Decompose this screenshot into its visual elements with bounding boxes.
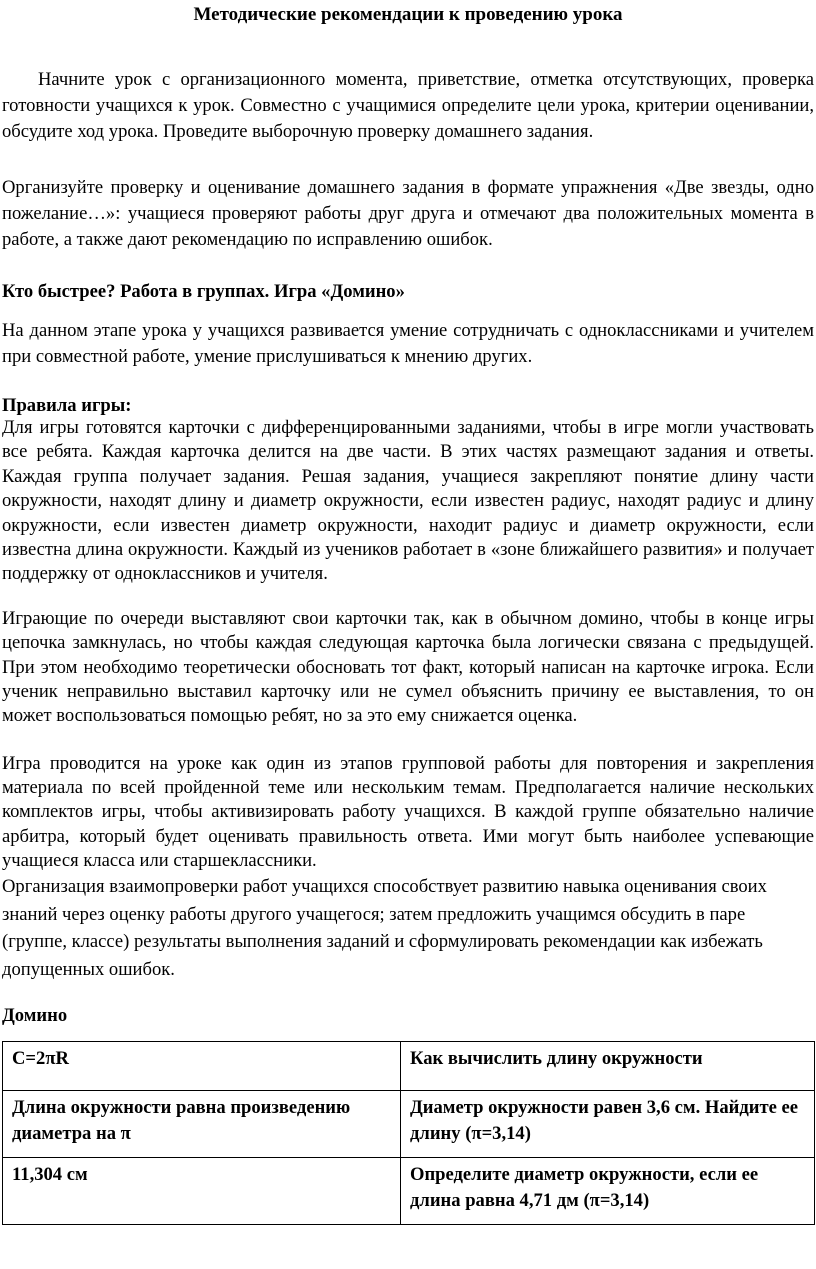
intro-paragraph-1: Начните урок с организационного момента, приветствие, отметка отсутствующих, проверка готовности учащихся к урок. Совместно с учащимися определите цели урока, критерии оценивании, обсудите ход урока. Проведите выборочную проверку домашнего задания. bbox=[2, 69, 814, 142]
rules-paragraph-4: Организация взаимопроверки работ учащихся способствует развитию навыка оценивания своих знаний через оценку работы другого учащегося; затем предложить учащимся обсудить в паре (группе, классе) результаты выполнения заданий и сформулировать рекомендации как избежать допущенных ошибок. bbox=[2, 876, 767, 980]
table-row bbox=[3, 1158, 815, 1225]
rules-paragraph-2: Играющие по очереди выставляют свои карточки так, как в обычном домино, чтобы в конце игры цепочка замкнулась, но чтобы каждая следующая карточка была логически связана с предыдущей. При этом необходимо теоретически обосновать тот факт, который написан на карточке игрока. Если ученик неправильно выставил карточку или не сумел объяснить причину ее выставления, то он может воспользоваться помощью ребят, но за это ему снижается оценка. bbox=[2, 608, 814, 727]
table-row bbox=[3, 1042, 815, 1091]
document-title: Методические рекомендации к проведению урока bbox=[193, 4, 623, 25]
table-cell: C=2πR bbox=[3, 1042, 401, 1091]
domino-table bbox=[2, 1041, 815, 1225]
rules-paragraph-3: Игра проводится на уроке как один из этапов групповой работы для повторения и закрепления материала по всей пройденной теме или нескольким темам. Предполагается наличие нескольких комплектов игры, чтобы активизировать работу учащихся. В каждой группе обязательно наличие арбитра, который будет оценивать правильность ответа. Ими могут быть наиболее успевающие учащиеся класса или старшеклассники. bbox=[2, 753, 814, 871]
section-paragraph: На данном этапе урока у учащихся развивается умение сотрудничать с одноклассниками и учителем при совместной работе, умение прислушиваться к мнению других. bbox=[2, 320, 814, 367]
rules-heading: Правила игры: bbox=[2, 395, 132, 416]
intro-paragraph-2: Организуйте проверку и оценивание домашнего задания в формате упражнения «Две звезды, одно пожелание…»: учащиеся проверяют работы друг друга и отмечают два положительных момента в работе, а также дают рекомендацию по исправлению ошибок. bbox=[2, 177, 814, 250]
table-cell: 11,304 см bbox=[3, 1158, 401, 1225]
table-cell: Определите диаметр окружности, если ее длина равна 4,71 дм (π=3,14) bbox=[401, 1158, 815, 1225]
table-row bbox=[3, 1091, 815, 1158]
table-cell: Диаметр окружности равен 3,6 см. Найдите ее длину (π=3,14) bbox=[401, 1091, 815, 1158]
section-heading: Кто быстрее? Работа в группах. Игра «Домино» bbox=[2, 281, 405, 302]
table-cell: Длина окружности равна произведению диаметра на π bbox=[3, 1091, 401, 1158]
rules-paragraph-1: Для игры готовятся карточки с дифференцированными заданиями, чтобы в игре могли участвовать все ребята. Каждая карточка делится на две части. В этих частях размещают задания и ответы. Каждая группа получает задания. Решая задания, учащиеся закрепляют понятие длину части окружности, находят длину и диаметр окружности, если известен радиус, находят радиус и длину окружности, если известен диаметр окружности, находит радиус и диаметр окружности, если известна длина окружности. Каждый из учеников работает в «зоне ближайшего развития» и получает поддержку от одноклассников и учителя. bbox=[2, 417, 814, 585]
domino-heading: Домино bbox=[2, 1005, 68, 1026]
table-cell: Как вычислить длину окружности bbox=[401, 1042, 815, 1091]
